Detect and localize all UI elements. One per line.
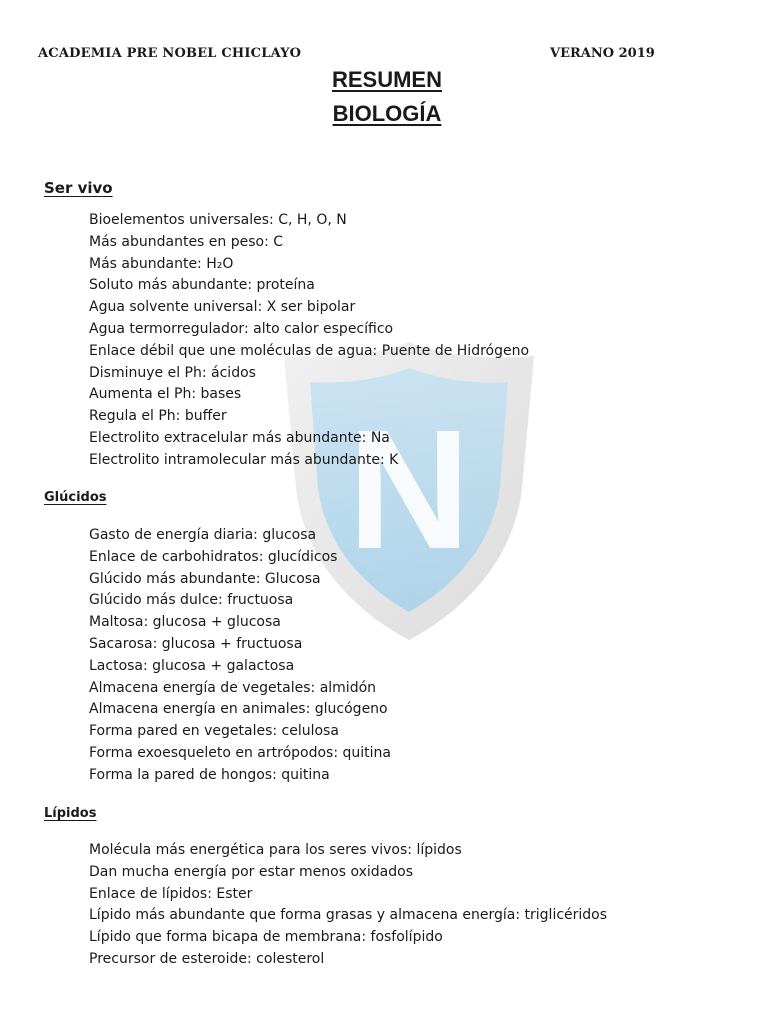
- section-title-lipidos: Lípidos: [44, 806, 97, 821]
- item-text: Molécula más energética para los seres vivos: lípidos: [89, 842, 462, 858]
- item-text: Más abundante: H₂O: [89, 255, 234, 272]
- section-title-glucidos: Glúcidos: [44, 490, 107, 505]
- item-text: Lípido más abundante que forma grasas y almacena energía: triglicéridos: [89, 907, 608, 924]
- page-title: RESUMEN: [331, 67, 442, 92]
- item-text: Electrolito intramolecular más abundante: K: [89, 451, 399, 468]
- watermark-letter: N: [347, 395, 471, 585]
- item-text: Glúcido más dulce: fructuosa: [89, 592, 294, 609]
- item-text: Disminuye el Ph: ácidos: [89, 364, 256, 381]
- item-text: Dan mucha energía por estar menos oxidados: [89, 863, 414, 880]
- item-text: Aumenta el Ph: bases: [89, 386, 242, 403]
- item-text: Gasto de energía diaria: glucosa: [89, 527, 317, 543]
- item-text: Agua solvente universal: X ser bipolar: [89, 299, 356, 316]
- item-text: Sacarosa: glucosa + fructuosa: [89, 635, 303, 652]
- item-text: Más abundantes en peso: C: [89, 233, 284, 250]
- item-text: Agua termorregulador: alto calor específico: [89, 320, 394, 337]
- item-text: Soluto más abundante: proteína: [89, 277, 315, 294]
- item-text: Maltosa: glucosa + glucosa: [89, 614, 281, 631]
- school-name: ACADEMIA PRE NOBEL CHICLAYO: [38, 46, 302, 61]
- page-subtitle: BIOLOGÍA: [332, 101, 442, 126]
- item-text: Almacena energía de vegetales: almidón: [89, 679, 377, 696]
- shield-logo-watermark: [278, 338, 540, 644]
- item-text: Forma la pared de hongos: quitina: [89, 766, 330, 783]
- item-text: Lactosa: glucosa + galactosa: [89, 657, 295, 674]
- item-text: Forma pared en vegetales: celulosa: [89, 723, 339, 740]
- item-text: Precursor de esteroide: colesterol: [89, 950, 325, 967]
- item-text: Enlace de lípidos: Ester: [89, 885, 253, 902]
- term-label: VERANO 2019: [550, 46, 655, 61]
- section-title-ser-vivo: Ser vivo: [44, 179, 113, 197]
- item-text: Enlace débil que une moléculas de agua: Puente de Hidrógeno: [89, 342, 530, 359]
- item-text: Electrolito extracelular más abundante: Na: [89, 429, 390, 446]
- item-text: Forma exoesqueleto en artrópodos: quitina: [89, 744, 391, 761]
- item-text: Glúcido más abundante: Glucosa: [89, 570, 321, 587]
- item-text: Lípido que forma bicapa de membrana: fosfolípido: [89, 929, 443, 946]
- item-text: Almacena energía en animales: glucógeno: [89, 701, 388, 718]
- item-text: Enlace de carbohidratos: glucídicos: [89, 548, 338, 565]
- item-text: Bioelementos universales: C, H, O, N: [89, 212, 347, 228]
- item-text: Regula el Ph: buffer: [89, 408, 227, 425]
